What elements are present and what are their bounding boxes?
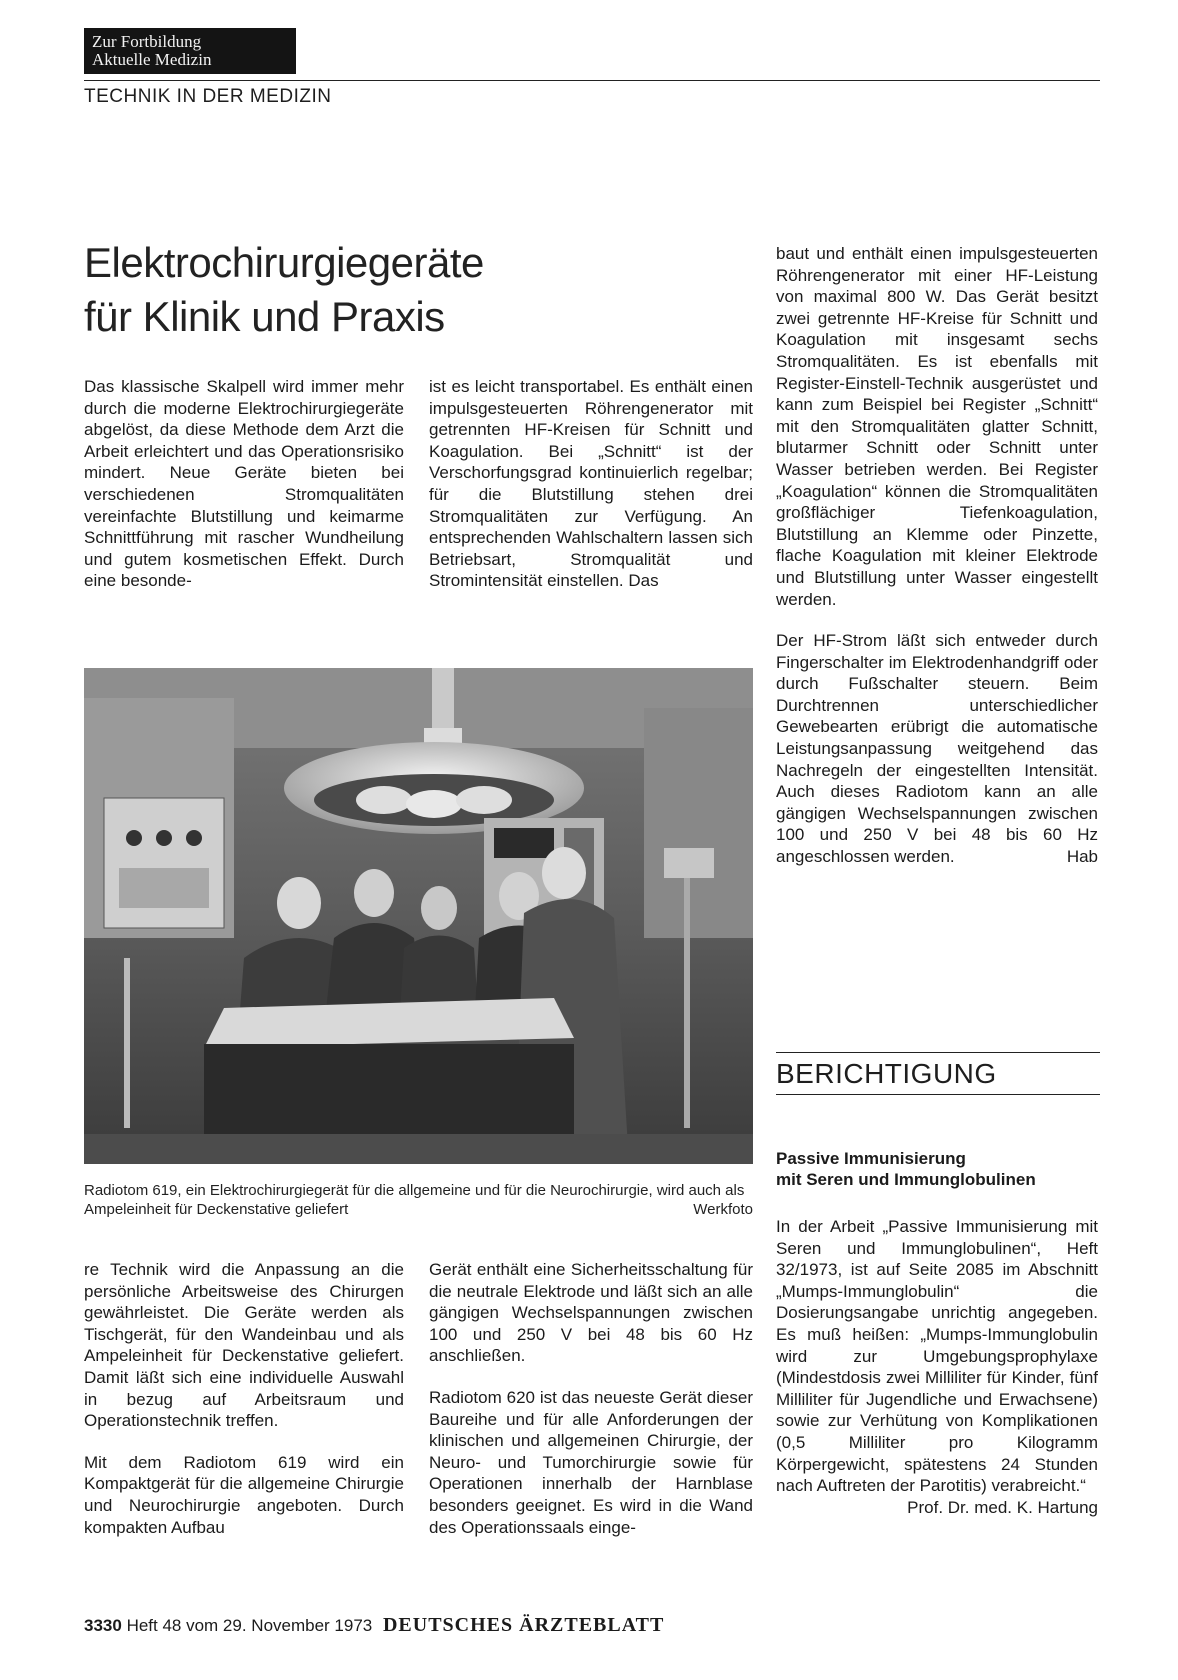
berichtigung-subtitle: [776, 1148, 1106, 1190]
column-1-bottom: [84, 1259, 404, 1538]
berichtigung-top-rule: [776, 1052, 1100, 1053]
figure-caption: [84, 1181, 753, 1219]
column-1-top: [84, 376, 404, 592]
paragraph: baut und enthält einen impulsgesteuerten Röhrengenerator mit einer HF-Leistung von maximal 800 W. Das Gerät besitzt zwei getrennte HF-Kreise für Schnitt und Koagulation mit insgesamt sechs Stromqualitäten. Es ist ebenfalls mit Register-Einstell-Technik ausgerüstet und kann zum Beispiel bei Register „Schnitt“ mit den Stromqualitäten glatter Schnitt, blutarmer Schnitt oder Schnitt unter Wasser betrieben werden. Bei Register „Koagulation“ können die Stromqualitäten großflächiger Tiefenkoagulation, Blutstillung an Klemme oder Pinzette, flache Koagulation mit kleiner Elektrode und Blutstillung unter Wasser eingestellt werden.: [776, 244, 1098, 609]
header-rule: [84, 80, 1100, 81]
caption-credit: Werkfoto: [693, 1201, 753, 1218]
title-line-2: für Klinik und Praxis: [84, 293, 445, 340]
paragraph: Mit dem Radiotom 619 wird ein Kompaktgerät für die allgemeine Chirurgie und Neurochirurgie angeboten. Durch kompakten Aufbau: [84, 1452, 404, 1537]
subtitle-line-2: mit Seren und Immunglobulinen: [776, 1170, 1036, 1189]
caption-text: Radiotom 619, ein Elektrochirurgiegerät für die allgemeine und für die Neurochirurgie, wird auch als Ampeleinheit für Deckenstative geliefert: [84, 1182, 745, 1218]
author-initials: Hab: [1066, 847, 1098, 867]
masthead: DEUTSCHES ÄRZTEBLATT: [382, 1614, 665, 1636]
paragraph: re Technik wird die Anpassung an die persönliche Arbeitsweise des Chirurgen gewährleistet. Die Geräte werden als Tischgerät, für den Wandeinbau und als Ampeleinheit für Deckenstative geliefert. Damit läßt sich eine individuelle Auswahl in bezug auf Arbeitsraum und Operationstechnik treffen.: [84, 1260, 404, 1431]
page-footer: [84, 1614, 664, 1637]
column-2-top: [429, 376, 753, 592]
paragraph-text: In der Arbeit „Passive Immunisierung mit Seren und Immunglobulinen“, Heft 32/1973, ist auf Seite 2085 im Abschnitt „Mumps-Immunglobulin“ die Dosierungsangabe unrichtig angegeben. Es muß heißen: „Mumps-Immunglobulin wird zur Umgebungsprophylaxe (Mindestdosis zwei Milliliter für Kinder, fünf Milliliter für Jugendliche und Erwachsene) sowie zur Verhütung von Komplikationen (0,5 Milliliter pro Kilogramm Körpergewicht, spätestens 24 Stunden nach Auftreten der Parotitis) verabreicht.“: [776, 1217, 1098, 1496]
operating-room-photo: [84, 668, 753, 1164]
subtitle-line-1: Passive Immunisierung: [776, 1149, 966, 1168]
article-title: [84, 236, 704, 344]
column-2-bottom: [429, 1259, 753, 1538]
author: Prof. Dr. med. K. Hartung: [907, 1497, 1098, 1517]
issue-info: Heft 48 vom 29. November 1973: [126, 1616, 373, 1635]
paragraph: Das klassische Skalpell wird immer mehr durch die moderne Elektrochirurgiegeräte abgelöst, da diese Methode dem Arzt die Arbeit erleichtert und das Operationsrisiko mindert. Neue Geräte bieten bei verschiedenen Stromqualitäten vereinfachte Blutstillung und keimarme Schnittführung mit rascher Wundheilung und gutem kosmetischen Effekt. Durch eine besonde-: [84, 377, 404, 591]
paragraph: Radiotom 620 ist das neueste Gerät dieser Baureihe und für alle Anforderungen der klinischen und allgemeinen Chirurgie, der Neuro- und Tumorchirurgie sowie für Operationen innerhalb der Harnblase besonders geeignet. Es wird in die Wand des Operationssaals einge-: [429, 1387, 753, 1537]
berichtigung-body: [776, 1216, 1098, 1518]
paragraph: ist es leicht transportabel. Es enthält einen impulsgesteuerten Röhrengenerator mit getrennten HF-Kreisen für Schnitt und Koagulation. Bei „Schnitt“ ist der Verschorfungsgrad kontinuierlich regelbar; für die Blutstillung stehen drei Stromqualitäten zur Verfügung. An entsprechenden Wahlschaltern lassen sich Betriebsart, Stromqualität und Stromintensität einstellen. Das: [429, 377, 753, 591]
paragraph-text: Der HF-Strom läßt sich entweder durch Fingerschalter im Elektrodenhandgriff oder durch Fußschalter steuern. Beim Durchtrennen unterschiedlicher Gewebearten erübrigt die automatische Leistungsanpassung weitgehend das Nachregeln der eingestellten Intensität. Auch dieses Radiotom kann an alle gängigen Wechselspannungen zwischen 100 und 250 V bei 48 bis 60 Hz angeschlossen werden.: [776, 631, 1098, 867]
paragraph: [776, 1216, 1098, 1517]
page-number: 3330: [84, 1616, 122, 1635]
berichtigung-bottom-rule: [776, 1094, 1100, 1095]
berichtigung-heading: BERICHTIGUNG: [776, 1058, 997, 1089]
paragraph: [776, 630, 1098, 868]
title-line-1: Elektrochirurgiegeräte: [84, 239, 484, 286]
badge-line-1: Zur Fortbildung: [92, 32, 202, 51]
section-badge: [84, 28, 296, 74]
section-heading: TECHNIK IN DER MEDIZIN: [84, 86, 332, 107]
paragraph: Gerät enthält eine Sicherheitsschaltung für die neutrale Elektrode und läßt sich an alle gängigen Wechselspannungen zwischen 100 und 250 V bei 48 bis 60 Hz anschließen.: [429, 1260, 753, 1366]
badge-line-2: Aktuelle Medizin: [92, 50, 212, 69]
column-3: [776, 243, 1098, 868]
